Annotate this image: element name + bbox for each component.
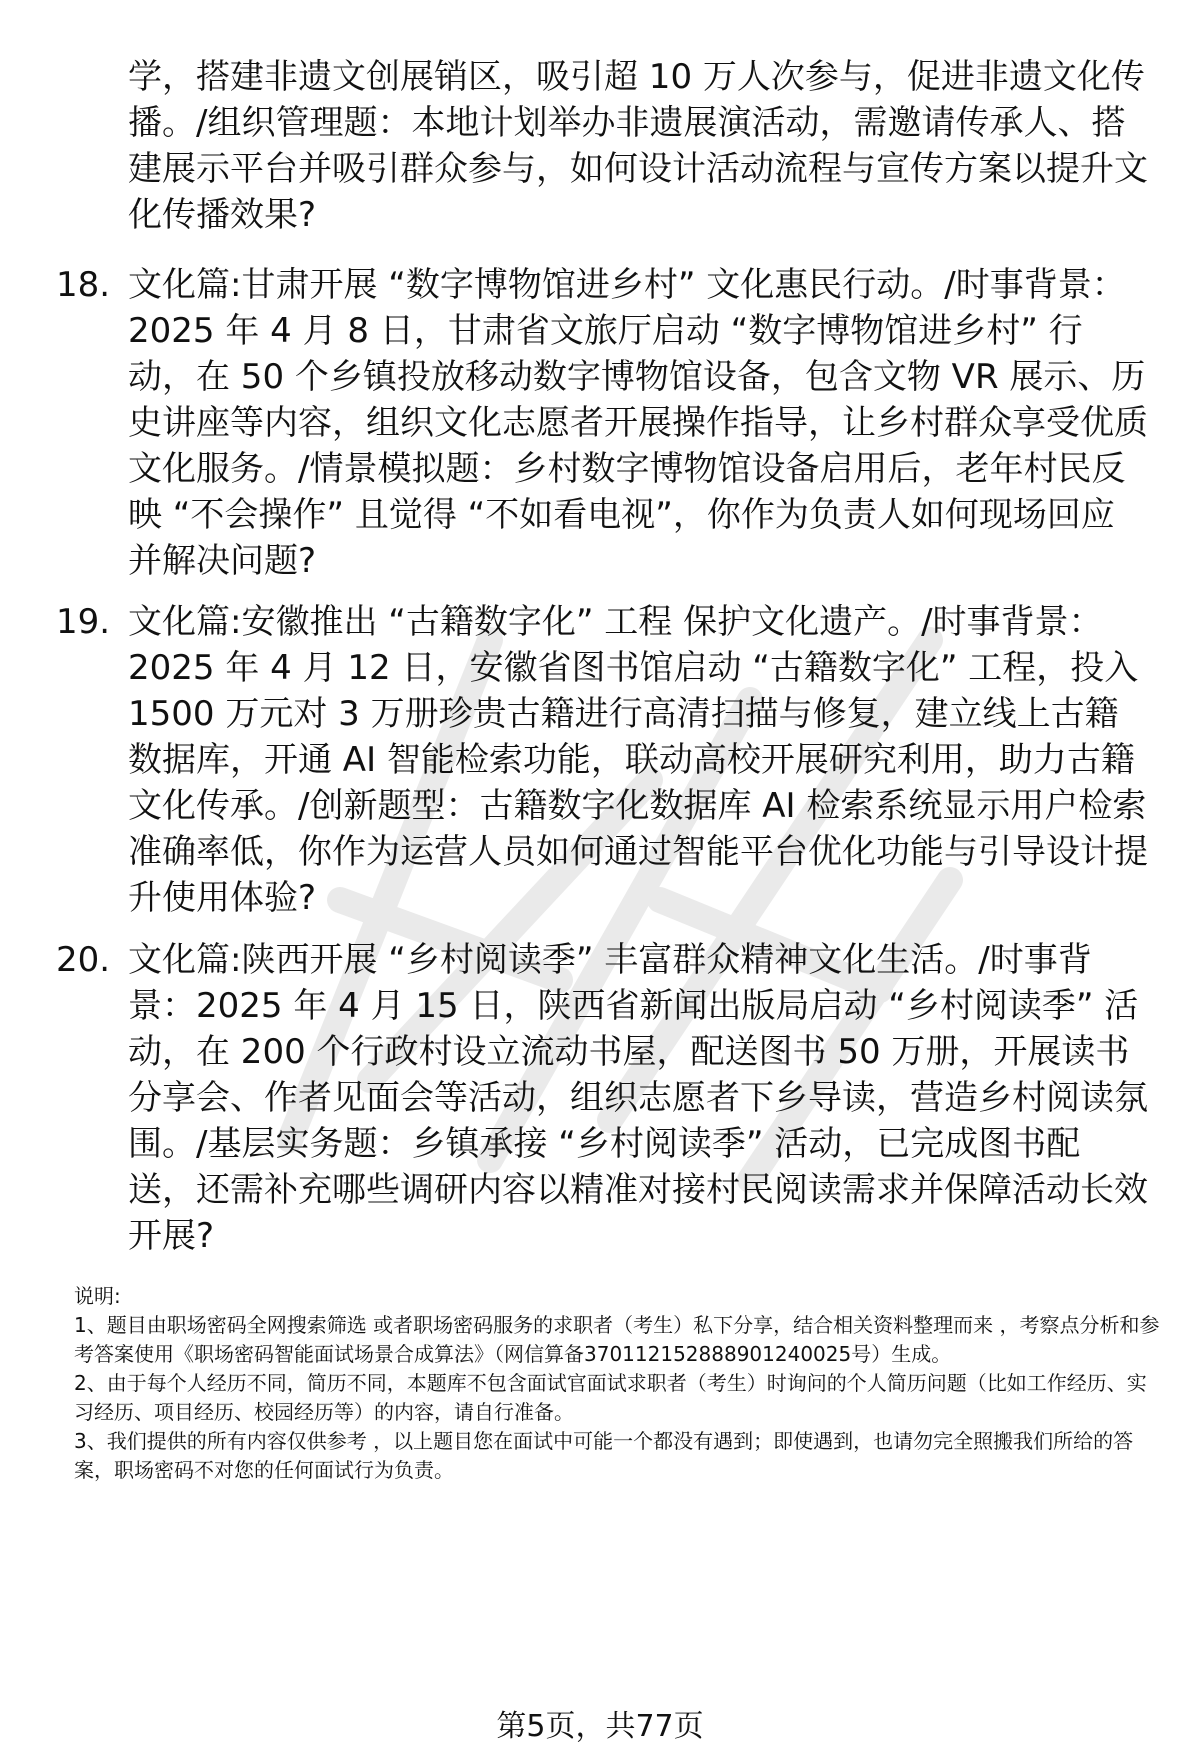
notes-heading: 说明: — [74, 1284, 121, 1308]
question-number: 20. — [56, 940, 111, 980]
question-text: 文化篇:安徽推出 “古籍数字化” 工程 保护文化遗产。/时事背景：2025 年 4 月 12 日，安徽省图书馆启动 “古籍数字化” 工程，投入 1500 万元对 3 万册珍贵古籍进行高清扫描与修复，建立线上古籍数据库，开通 AI 智能检索功能，联动高校开展研究利用，助力古籍文化传承。/创新题型：古籍数字化数据库 AI 检索系统显示用户检索准确率低，你作为运营人员如何通过智能平台优化功能与引导设计提升使用体验? — [128, 602, 1148, 918]
question-number: 18. — [56, 265, 111, 305]
intro-continuation: 学，搭建非遗文创展销区，吸引超 10 万人次参与，促进非遗文化传播。/组织管理题：本地计划举办非遗展演活动，需邀请传承人、搭建展示平台并吸引群众参与，如何设计活动流程与宣传方案以提升文化传播效果? — [128, 57, 1148, 235]
note-line: 1、题目由职场密码全网搜索筛选 或者职场密码服务的求职者（考生）私下分享，结合相关资料整理而来 ，考察点分析和参考答案使用《职场密码智能面试场景合成算法》（网信算备370112152888901240025号）生成。 — [74, 1313, 1160, 1366]
note-line: 3、我们提供的所有内容仅供参考 ，以上题目您在面试中可能一个都没有遇到；即使遇到，也请勿完全照搬我们所给的答案，职场密码不对您的任何面试行为负责。 — [74, 1429, 1134, 1482]
page-indicator: 第5页，共77页 — [496, 1709, 704, 1744]
question-number: 19. — [56, 602, 111, 642]
question-text: 文化篇:甘肃开展 “数字博物馆进乡村” 文化惠民行动。/时事背景：2025 年 4 月 8 日，甘肃省文旅厅启动 “数字博物馆进乡村” 行动，在 50 个乡镇投放移动数字博物馆设备，包含文物 VR 展示、历史讲座等内容，组织文化志愿者开展操作指导，让乡村群众享受优质文化服务。/情景模拟题：乡村数字博物馆设备启用后，老年村民反映 “不会操作” 且觉得 “不如看电视”，你作为负责人如何现场回应并解决问题? — [128, 265, 1148, 581]
question-text: 文化篇:陕西开展 “乡村阅读季” 丰富群众精神文化生活。/时事背景：2025 年 4 月 15 日，陕西省新闻出版局启动 “乡村阅读季” 活动，在 200 个行政村设立流动书屋，配送图书 50 万册，开展读书分享会、作者见面会等活动，组织志愿者下乡导读，营造乡村阅读氛围。/基层实务题：乡镇承接 “乡村阅读季” 活动，已完成图书配送，还需补充哪些调研内容以精准对接村民阅读需求并保障活动长效开展? — [128, 940, 1148, 1256]
note-line: 2、由于每个人经历不同，简历不同，本题库不包含面试官面试求职者（考生）时询问的个人简历问题（比如工作经历、实习经历、项目经历、校园经历等）的内容，请自行准备。 — [74, 1371, 1147, 1424]
notes-section — [74, 1282, 1164, 1485]
